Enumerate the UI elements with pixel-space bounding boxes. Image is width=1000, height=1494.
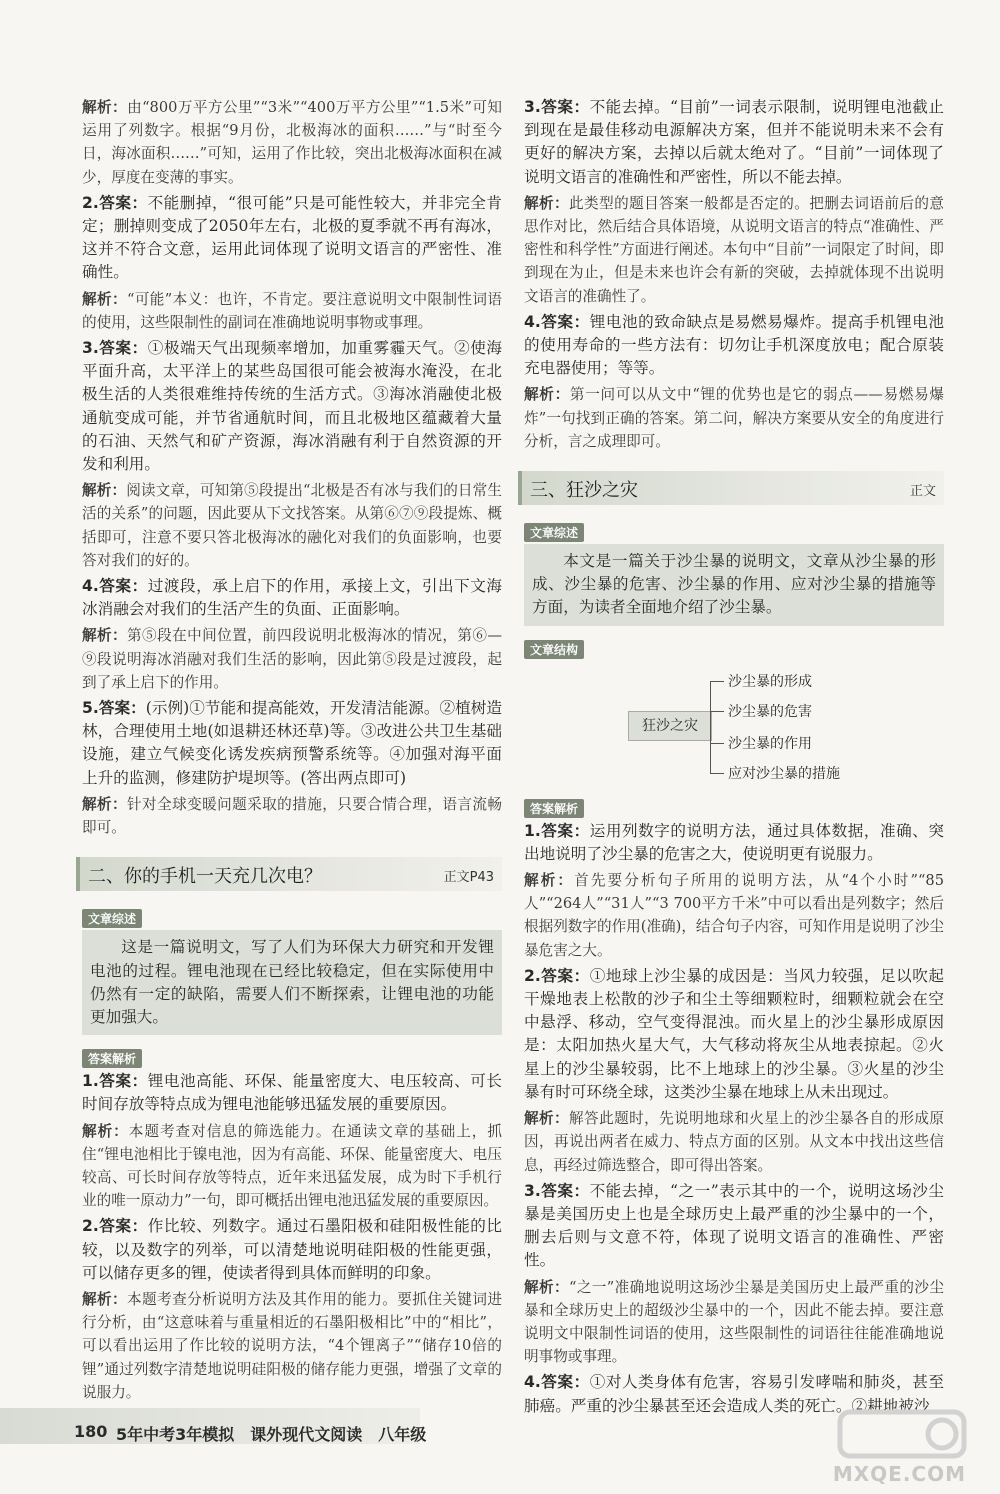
mindmap-branch-line [710, 681, 711, 773]
paragraph-label: 解析： [524, 872, 575, 890]
paragraph-label: 解析： [524, 386, 570, 404]
paragraph-text: 锂电池的致命缺点是易燃易爆炸。提高手机锂电池的使用寿命的一些方法有：切勿让手机深度放电；配合原装充电器使用；等等。 [524, 312, 944, 378]
mindmap-connector [710, 773, 724, 774]
paragraph-text: 由“800万平方公里”“3米”“400万平方公里”“1.5米”可知运用了列数字。根据“9月份，北极海冰的面积……”与“时至今日，海冰面积……”可知，运用了作比较，突出北极海冰面积在减少，厚度在变薄的事实。 [82, 99, 502, 186]
answer-paragraph [82, 1070, 502, 1116]
paragraph-label: 解析： [82, 290, 127, 308]
paragraph-text: 第⑤段在中间位置，前四段说明北极海冰的情况，第⑥—⑨段说明海冰消融对我们生活的影响，因此第⑤段是过渡段，起到了承上启下的作用。 [82, 627, 502, 691]
answer-paragraph [82, 697, 502, 790]
paragraph-label: 解析： [82, 795, 128, 813]
paragraph-text: 此类型的题目答案一般都是否定的。把删去词语前后的意思作对比，然后结合具体语境，从说明文语言的特点“准确性、严密性和科学性”方面进行阐述。本句中“目前”一词限定了时间，即到现在为止，但是未来也许会有新的突破，去掉就体现不出说明文语言的准确性了。 [524, 194, 944, 305]
section-title: 三、狂沙之灾 [530, 480, 638, 502]
paragraph-text: 运用列数字的说明方法，通过具体数据，准确、突出地说明了沙尘暴的危害之大，使说明更有说服力。 [524, 821, 944, 863]
paragraph-text: 不能去掉。“目前”一词表示限制，说明锂电池截止到现在是最佳移动电源解决方案，但并不能说明未来不会有更好的解决方案，去掉以后就太绝对了。“目前”一词体现了说明文语言的准确性和严密性，所以不能去掉。 [524, 98, 944, 186]
paragraph-label: 2.答案： [82, 1217, 148, 1236]
paragraph-text: 作比较、列数字。通过石墨阳极和硅阳极性能的比较，以及数字的列举，可以清楚地说明硅阳极的性能更强，可以储存更多的锂，使读者得到具体而鲜明的印象。 [82, 1217, 502, 1282]
paragraph-text: 不能去掉，“之一”表示其中的一个，说明这场沙尘暴是美国历史上也是全球历史上最严重的沙尘暴中的一个，删去后则与文意不符，体现了说明文语言的准确性、严密性。 [524, 1181, 944, 1270]
paragraph-label: 1.答案： [524, 821, 590, 840]
paragraph-text: ①对人类身体有危害，容易引发哮喘和肺炎，甚至肺癌。严重的沙尘暴甚至还会造成人类的死亡。②耕地被沙 [524, 1373, 944, 1415]
paragraph-label: 4.答案： [524, 1373, 590, 1392]
analysis-paragraph [524, 383, 944, 453]
paragraph-label: 解析： [524, 1278, 569, 1296]
mindmap-item: 沙尘暴的形成 [728, 673, 812, 690]
paragraph-text: 本题考查对信息的筛选能力。在通读文章的基础上，抓住“锂电池相比于镍电池，因为有高能、环保、能量密度大、电压较高、可长时间存放等特点，近年来迅猛发展，成为时下手机行业的唯一原动力”一句，即可概括出锂电池迅猛发展的重要原因。 [82, 1122, 502, 1210]
left-answer-blocks [82, 96, 502, 839]
paragraph-text: 本题考查分析说明方法及其作用的能力。要抓住关键词进行分析，由“这意味着与重量相近的石墨阳极相比”中的“相比”，可以看出运用了作比较的说明方法，“4个锂离子”“储存10倍的锂”通过列数字清楚地说明硅阳极的储存能力更强，增强了文章的说服力。 [82, 1290, 502, 1401]
answer-paragraph [82, 192, 502, 285]
paragraph-label: 2.答案： [524, 966, 590, 985]
paragraph-text: 解答此题时，先说明地球和火星上的沙尘暴各自的形成原因，再说出两者在威力、特点方面的区别。从文本中找出这些信息，再经过筛选整合，即可得出答案。 [524, 1110, 944, 1174]
section-header-3 [518, 471, 944, 505]
answer-paragraph [524, 311, 944, 381]
watermark-text: MXQE.COM [832, 1462, 966, 1486]
mindmap-root: 狂沙之灾 [628, 711, 712, 741]
section2-answer-blocks [82, 1070, 502, 1404]
paragraph-text: 锂电池高能、环保、能量密度大、电压较高、可长时间存放等特点成为锂电池能够迅猛发展的重要原因。 [82, 1072, 502, 1114]
answer-paragraph [524, 96, 944, 189]
mindmap-item: 沙尘暴的危害 [728, 703, 812, 720]
answer-paragraph [82, 575, 502, 621]
paragraph-label: 解析： [82, 482, 127, 500]
summary-tag: 文章综述 [524, 523, 584, 542]
mindmap-item: 应对沙尘暴的措施 [728, 765, 840, 782]
paragraph-label: 3.答案： [524, 98, 590, 116]
paragraph-label: 解析： [82, 627, 128, 645]
mindmap-connector [710, 743, 724, 744]
analysis-paragraph [82, 624, 502, 694]
section-page-tag: 正文 [909, 484, 936, 500]
paragraph-label: 2.答案： [82, 193, 148, 212]
article-summary: 本文是一篇关于沙尘暴的说明文，文章从沙尘暴的形成、沙尘暴的危害、沙尘暴的作用、应对沙尘暴的措施等方面，为读者全面地介绍了沙尘暴。 [524, 544, 944, 626]
paragraph-text: ①极端天气出现频率增加，加重雾霾天气。②使海平面升高，太平洋上的某些岛国很可能会被海水淹没，在北极生活的人类很难维持传统的生活方式。③海冰消融使北极通航变成可能，并节省通航时间，而且北极地区蕴藏着大量的石油、天然气和矿产资源，海冰消融有利于自然资源的开发和利用。 [82, 339, 502, 474]
mindmap-connector [710, 681, 724, 682]
summary-tag: 文章综述 [82, 909, 142, 928]
paragraph-text: 不能删掉，“很可能”只是可能性较大，并非完全肯定；删掉则变成了2050年左右，北极的夏季就不再有海冰，这并不符合文意，运用此词体现了说明文语言的严密性、准确性。 [82, 193, 502, 282]
paragraph-label: 5.答案： [82, 699, 146, 718]
right-column [524, 96, 944, 1421]
left-column [82, 96, 502, 1407]
article-summary: 这是一篇说明文，写了人们为环保大力研究和开发锂电池的过程。锂电池现在已经比较稳定，但在实际使用中仍然有一定的缺陷，需要人们不断探索，让锂电池的功能更加强大。 [82, 930, 502, 1035]
page-number: 180 [74, 1422, 108, 1441]
watermark-icon [832, 1404, 972, 1464]
analysis-paragraph [82, 96, 502, 189]
paragraph-label: 4.答案： [82, 577, 148, 596]
answer-paragraph [524, 820, 944, 866]
right-answer-blocks [524, 96, 944, 453]
mindmap-item: 沙尘暴的作用 [728, 735, 812, 752]
section3-answer-blocks [524, 820, 944, 1418]
paragraph-label: 解析： [524, 194, 570, 212]
answer-paragraph [524, 965, 944, 1104]
analysis-paragraph [82, 1120, 502, 1213]
structure-tag: 文章结构 [524, 640, 584, 659]
section-page-tag: 正文P43 [443, 870, 494, 886]
book-title: 5年中考3年模拟 课外现代文阅读 八年级 [116, 1425, 427, 1444]
paragraph-label: 解析： [82, 99, 128, 116]
structure-mindmap [524, 667, 944, 787]
paragraph-label: 解析： [524, 1110, 570, 1128]
paragraph-text: ①地球上沙尘暴的成因是：当风力较强，足以吹起干燥地表上松散的沙子和尘土等细颗粒时，细颗粒就会在空中悬浮、移动，空气变得混浊。而火星上的沙尘暴形成原因是：太阳加热火星大气，大气移动将灰尘从地表掠起。②火星上的沙尘暴较弱，比不上地球上的沙尘暴。③火星的沙尘暴有时可环绕全球，这类沙尘暴在地球上从未出现过。 [524, 966, 944, 1101]
paragraph-label: 解析： [82, 1122, 129, 1140]
answers-tag: 答案解析 [82, 1049, 142, 1068]
analysis-paragraph [524, 1276, 944, 1369]
paragraph-label: 1.答案： [82, 1072, 148, 1091]
analysis-paragraph [82, 479, 502, 572]
mindmap-connector [710, 711, 724, 712]
section-title: 二、你的手机一天充几次电？ [88, 866, 322, 888]
analysis-paragraph [524, 1107, 944, 1177]
paragraph-text: (示例)①节能和提高能效，开发清洁能源。②植树造林，合理使用土地(如退耕还林还草)等。③改进公共卫生基础设施，建立气候变化诱发疾病预警系统等。④加强对海平面上升的监测，修建防护堤坝等。(答出两点即可) [82, 699, 502, 787]
answer-paragraph [82, 337, 502, 476]
analysis-paragraph [524, 192, 944, 308]
analysis-paragraph [82, 1288, 502, 1404]
answer-paragraph [524, 1180, 944, 1273]
analysis-paragraph [82, 288, 502, 334]
paragraph-label: 4.答案： [524, 312, 590, 331]
analysis-paragraph [82, 793, 502, 839]
paragraph-text: “之一”准确地说明这场沙尘暴是美国历史上最严重的沙尘暴和全球历史上的超级沙尘暴中的一个，因此不能去掉。要注意说明文中限制性词语的使用，这些限制性的词语往往能准确地说明事物或事理。 [524, 1278, 944, 1366]
paragraph-text: 过渡段，承上启下的作用，承接上文，引出下文海冰消融会对我们的生活产生的负面、正面影响。 [82, 577, 502, 619]
paragraph-text: 首先要分析句子所用的说明方法，从“4个小时”“85人”“264人”“31人”“3 700平方千米”中可以看出是列数字；然后根据列数字的作用(准确)，结合句子内容，可知作用是说明了沙尘暴危害之大。 [524, 872, 945, 959]
paragraph-text: 针对全球变暖问题采取的措施，只要合情合理，语言流畅即可。 [82, 795, 502, 837]
paragraph-label: 解析： [82, 1290, 128, 1308]
paragraph-text: 第一问可以从文中“锂的优势也是它的弱点——易燃易爆炸”一句找到正确的答案。第二问，解决方案要从安全的角度进行分析，言之成理即可。 [524, 386, 944, 450]
paragraph-text: “可能”本义：也许，不肯定。要注意说明文中限制性词语的使用，这些限制性的副词在准确地说明事物或事理。 [82, 290, 502, 331]
watermark-logo [832, 1404, 972, 1488]
answer-paragraph [82, 1215, 502, 1285]
section-header-2 [76, 857, 502, 891]
paragraph-label: 3.答案： [524, 1181, 590, 1200]
paragraph-text: 阅读文章，可知第⑤段提出“北极是否有冰与我们的日常生活的关系”的问题，因此要从下文找答案。从第⑥⑦⑨段提炼、概括即可，注意不要只答北极海冰的融化对我们的负面影响，也要答对我们的好的。 [82, 482, 502, 569]
paragraph-label: 3.答案： [82, 339, 148, 358]
answers-tag: 答案解析 [524, 799, 584, 818]
analysis-paragraph [524, 869, 944, 962]
